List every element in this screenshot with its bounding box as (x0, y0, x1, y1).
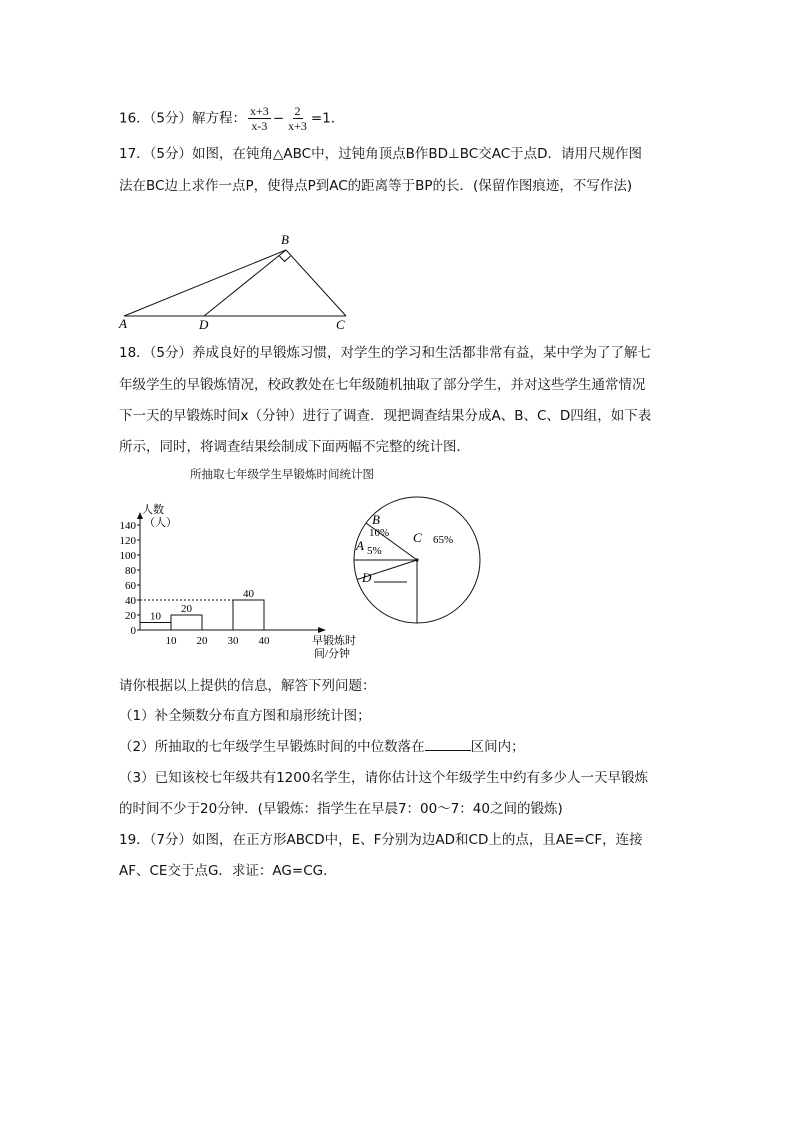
histogram-chart (110, 490, 370, 670)
chart-title: 所抽取七年级学生早锻炼时间统计图 (190, 467, 374, 481)
q18-sub-1: （1）补全频数分布直方图和扇形统计图； (119, 708, 371, 724)
histogram-bar-4 (233, 600, 264, 630)
y-axis-label: 人数 (142, 504, 164, 516)
y-tick-label: 120 (119, 535, 136, 547)
y-tick-label: 60 (125, 580, 136, 592)
label-A: A (119, 316, 127, 331)
fraction-1 (248, 104, 271, 133)
y-tick-label: 40 (125, 595, 136, 607)
x-axis-label: 早锻炼时 (312, 635, 356, 647)
y-tick-label: 20 (125, 610, 136, 622)
x-axis-arrow (318, 627, 326, 633)
question-16 (119, 104, 344, 133)
y-tick-label: 80 (125, 565, 136, 577)
q18-line-1: 18．（5分）养成良好的早锻炼习惯，对学生的学习和生活都非常有益，某中学为了了解七 (119, 345, 652, 361)
q18-prompt: 请你根据以上提供的信息，解答下列问题： (119, 678, 376, 694)
label-D: D (199, 317, 209, 332)
y-axis-unit: （人） (144, 517, 177, 529)
fraction-1-denominator: x-3 (251, 119, 268, 133)
label-B: B (281, 232, 289, 247)
q16-suffix: =1． (310, 110, 345, 127)
q17-line-1: 17．（5分）如图，在钝角△ABC中，过钝角顶点B作BD⊥BC交AC于点D．请用尺规作图 (119, 146, 643, 162)
x-tick-label: 30 (227, 635, 239, 647)
bar-value-label: 40 (243, 588, 254, 600)
fraction-2-numerator: 2 (294, 104, 301, 118)
x-axis-unit: 间/分钟 (314, 648, 351, 660)
q19-line-1: 19．（7分）如图，在正方形ABCD中，E、F分别为边AD和CD上的点，且AE=CF，连接 (119, 832, 643, 848)
fraction-2 (286, 104, 309, 133)
q18-sub-3-line-1: （3）已知该校七年级共有1200名学生，请你估计这个年级学生中约有多少人一天早锻炼 (119, 770, 648, 786)
slice-percent-C: 65% (433, 534, 454, 546)
pie-chart (345, 488, 490, 633)
q18-line-2: 年级学生的早锻炼情况，校政教处在七年级随机抽取了部分学生，并对这些学生通常情况 (119, 377, 646, 393)
y-tick-label: 100 (119, 550, 136, 562)
q17-line-2: 法在BC边上求作一点P，使得点P到AC的距离等于BP的长．(保留作图痕迹，不写作法) (119, 178, 633, 194)
q18-line-4: 所示，同时，将调查结果绘制成下面两幅不完整的统计图． (119, 439, 470, 455)
fraction-2-denominator: x+3 (288, 119, 307, 133)
q18-sub-2-text: （2）所抽取的七年级学生早锻炼时间的中位数落在 (119, 739, 425, 755)
fraction-1-numerator: x+3 (250, 104, 269, 118)
y-tick-label: 0 (130, 625, 136, 637)
pie-center (415, 558, 418, 561)
histogram-bar-2 (171, 615, 202, 630)
bar-value-label: 20 (181, 603, 192, 615)
minus-sign: − (272, 110, 285, 127)
slice-name-A: A (356, 538, 364, 553)
answer-blank (425, 736, 471, 751)
histogram-bar-1 (140, 623, 171, 631)
slice-name-B: B (372, 512, 380, 527)
x-tick-label: 10 (165, 635, 177, 647)
q19-line-2: AF、CE交于点G．求证：AG=CG． (119, 863, 337, 879)
slice-percent-B: 10% (369, 527, 390, 539)
bar-value-label: 10 (150, 610, 161, 623)
triangle-figure (110, 228, 360, 334)
q18-sub-3-line-2: 的时间不少于20分钟．(早锻炼：指学生在早晨7：00～7：40之间的锻炼) (119, 801, 563, 817)
x-tick-label: 40 (258, 635, 270, 647)
q18-sub-2-suffix: 区间内； (470, 739, 525, 755)
slice-name-D: D (362, 570, 372, 585)
slice-name-C: C (413, 530, 422, 545)
slice-percent-A: 5% (367, 545, 382, 557)
x-tick-label: 20 (196, 635, 208, 647)
q18-line-3: 下一天的早锻炼时间x（分钟）进行了调查．现把调查结果分成A、B、C、D四组，如下表 (119, 408, 652, 424)
q18-sub-2 (119, 736, 525, 757)
y-tick-label: 140 (119, 520, 136, 532)
label-C: C (336, 317, 345, 332)
q16-prefix: 16．（5分）解方程： (119, 110, 247, 127)
